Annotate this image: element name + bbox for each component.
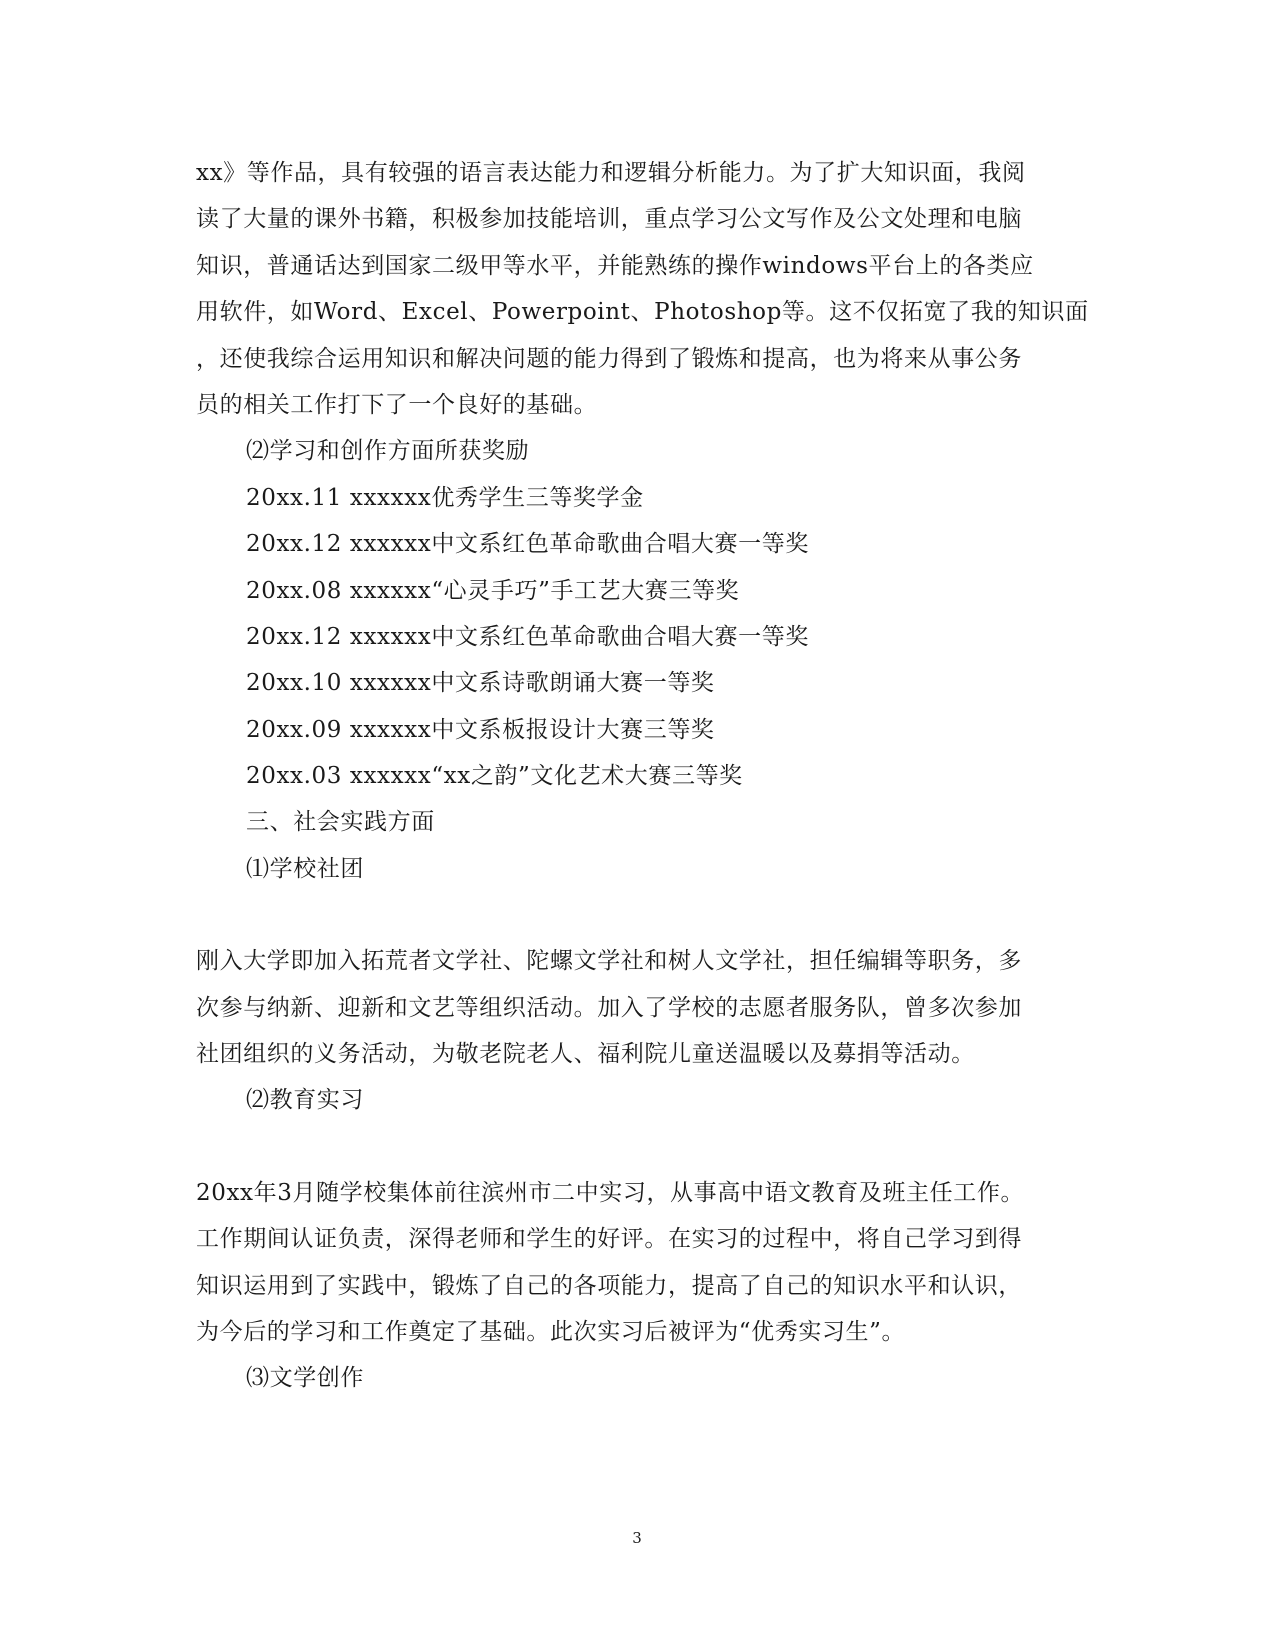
award-item: 20xx.12 xxxxxx中文系红色革命歌曲合唱大赛一等奖 [246,531,809,557]
paragraph-line: 知识，普通话达到国家二级甲等水平，并能熟练的操作windows平台上的各类应 [196,253,1034,279]
subsection-heading-writing: ⑶文学创作 [246,1365,364,1391]
page-number: 3 [632,1529,642,1547]
paragraph-line: xx》等作品，具有较强的语言表达能力和逻辑分析能力。为了扩大知识面，我阅 [196,160,1026,186]
awards-heading: ⑵学习和创作方面所获奖励 [246,438,530,464]
subsection-heading-internship: ⑵教育实习 [246,1087,364,1113]
paragraph-line: 刚入大学即加入拓荒者文学社、陀螺文学社和树人文学社，担任编辑等职务，多 [196,948,1022,974]
paragraph-line: 工作期间认证负责，深得老师和学生的好评。在实习的过程中，将自己学习到得 [196,1226,1022,1252]
subsection-heading-club: ⑴学校社团 [246,856,364,882]
paragraph-line: 为今后的学习和工作奠定了基础。此次实习后被评为“优秀实习生”。 [196,1319,906,1345]
award-item: 20xx.09 xxxxxx中文系板报设计大赛三等奖 [246,717,715,743]
paragraph-line: 社团组织的义务活动，为敬老院老人、福利院儿童送温暖以及募捐等活动。 [196,1041,975,1067]
paragraph-line: 用软件，如Word、Excel、Powerpoint、Photoshop等。这不仅拓宽了我的知识面 [196,299,1089,325]
paragraph-line: 20xx年3月随学校集体前往滨州市二中实习，从事高中语文教育及班主任工作。 [196,1180,1025,1206]
paragraph-line: 次参与纳新、迎新和文艺等组织活动。加入了学校的志愿者服务队，曾多次参加 [196,995,1022,1021]
paragraph-line: ，还使我综合运用知识和解决问题的能力得到了锻炼和提高，也为将来从事公务 [196,346,1022,372]
award-item: 20xx.10 xxxxxx中文系诗歌朗诵大赛一等奖 [246,670,715,696]
section-heading: 三、社会实践方面 [246,809,435,835]
paragraph-line: 员的相关工作打下了一个良好的基础。 [196,392,598,418]
paragraph-line: 知识运用到了实践中，锻炼了自己的各项能力，提高了自己的知识水平和认识， [196,1273,1022,1299]
award-item: 20xx.11 xxxxxx优秀学生三等奖学金 [246,485,644,511]
award-item: 20xx.12 xxxxxx中文系红色革命歌曲合唱大赛一等奖 [246,624,809,650]
paragraph-line: 读了大量的课外书籍，积极参加技能培训，重点学习公文写作及公文处理和电脑 [196,206,1022,232]
award-item: 20xx.08 xxxxxx“心灵手巧”手工艺大赛三等奖 [246,578,740,604]
award-item: 20xx.03 xxxxxx“xx之韵”文化艺术大赛三等奖 [246,763,743,789]
